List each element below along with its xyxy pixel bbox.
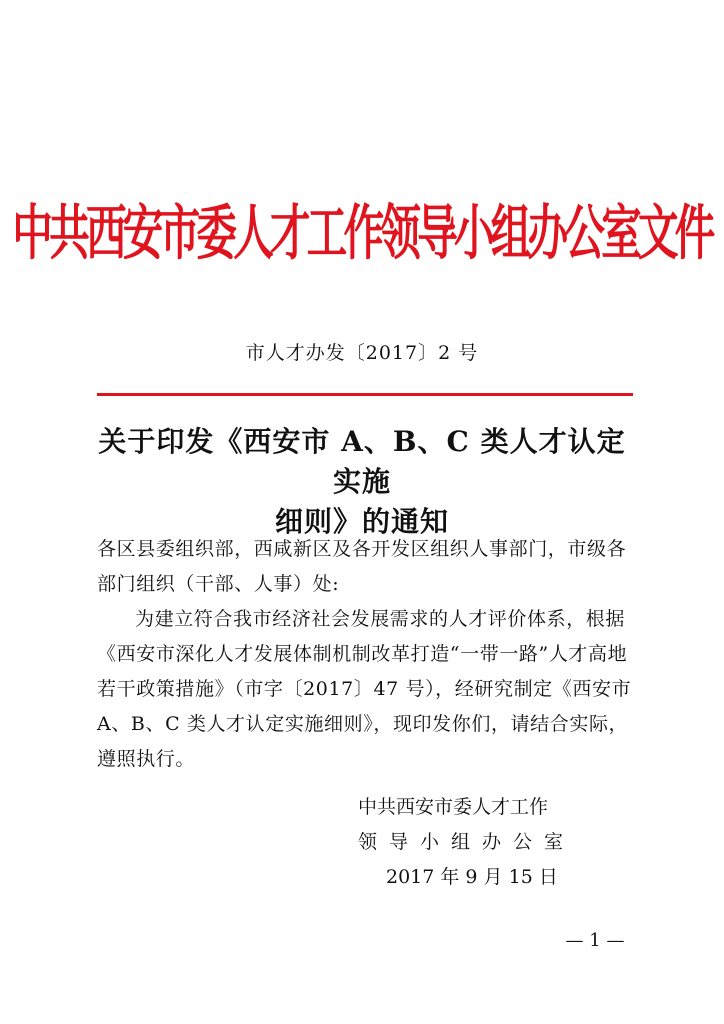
red-separator-line <box>97 393 633 396</box>
issuer-red-header: 中共西安市委人才工作领导小组办公室文件 <box>12 199 712 269</box>
document-title-line-1: 关于印发《西安市 A、B、C 类人才认定实施 <box>98 425 626 498</box>
signature-line-2: 领导小组办公室 <box>358 831 576 853</box>
signature-date: 2017 年 9 月 15 日 <box>386 866 558 888</box>
signature-block <box>358 790 618 895</box>
document-title-line-2: 细则》的通知 <box>274 505 449 538</box>
main-paragraph: 为建立符合我市经济社会发展需求的人才评价体系，根据《西安市深化人才发展体制机制改革打造“一带一路”人才高地若干政策措施》（市字〔2017〕47 号），经研究制定《西安市 A、B、C 类人才认定实施细则》，现印发你们，请结合实际，遵照执行。 <box>97 608 632 770</box>
page-number: — 1 — <box>565 930 625 951</box>
signature-line-1: 中共西安市委人才工作 <box>358 796 549 818</box>
document-title <box>90 422 634 542</box>
document-body <box>97 532 637 777</box>
recipients-paragraph: 各区县委组织部，西咸新区及各开发区组织人事部门，市级各部门组织（干部、人事）处: <box>97 538 627 595</box>
document-number: 市人才办发〔2017〕2 号 <box>245 342 479 364</box>
